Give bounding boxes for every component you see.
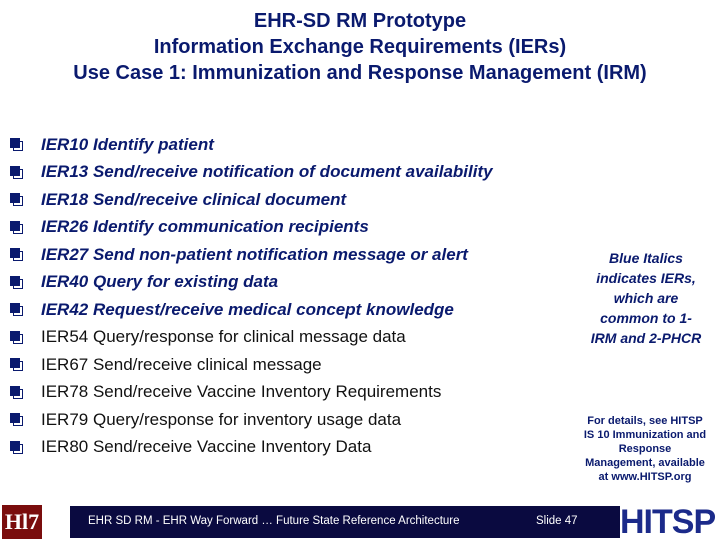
details-line: Management, available (585, 457, 705, 469)
list-item (10, 296, 550, 324)
details-line: IS 10 Immunization and (583, 429, 707, 441)
ier-label: IER27 Send non-patient notification message or alert (41, 244, 468, 264)
list-item (10, 186, 550, 214)
note-line: which are (613, 290, 679, 306)
checkbox-bullet-icon (10, 358, 23, 371)
details-line: at www.HITSP.org (598, 471, 692, 483)
checkbox-bullet-icon (10, 441, 23, 454)
ier-label: IER80 Send/receive Vaccine Inventory Data (41, 437, 372, 457)
note-line: common to 1- (600, 310, 692, 326)
details-note (572, 414, 718, 484)
list-item (10, 379, 550, 407)
checkbox-bullet-icon (10, 138, 23, 151)
checkbox-bullet-icon (10, 303, 23, 316)
slide-number: Slide 47 (536, 515, 578, 527)
checkbox-bullet-icon (10, 413, 23, 426)
list-item (10, 241, 550, 269)
checkbox-bullet-icon (10, 248, 23, 261)
list-item (10, 269, 550, 297)
ier-label: IER54 Query/response for clinical message data (41, 327, 406, 347)
checkbox-bullet-icon (10, 276, 23, 289)
ier-label: IER42 Request/receive medical concept knowledge (41, 299, 454, 319)
ier-label: IER79 Query/response for inventory usage data (41, 409, 402, 429)
list-item (10, 406, 550, 434)
ier-label: IER40 Query for existing data (41, 272, 279, 292)
checkbox-bullet-icon (10, 331, 23, 344)
title-line-2: Information Exchange Requirements (IERs) (153, 36, 567, 58)
list-item (10, 131, 550, 159)
footer-caption: EHR SD RM - EHR Way Forward … Future State Reference Architecture (88, 515, 460, 527)
list-item (10, 214, 550, 242)
details-line: Response (618, 443, 672, 455)
legend-note (578, 248, 714, 348)
ier-label: IER78 Send/receive Vaccine Inventory Requirements (41, 382, 442, 402)
ier-label: IER26 Identify communication recipients (41, 217, 369, 237)
list-item (10, 434, 550, 462)
list-item (10, 324, 550, 352)
ier-label: IER67 Send/receive clinical message (41, 354, 322, 374)
hitsp-logo: HITSP (620, 503, 716, 541)
ier-list (10, 131, 550, 461)
title-line-3: Use Case 1: Immunization and Response Management (IRM) (73, 62, 647, 84)
note-line: Blue Italics (609, 250, 683, 266)
list-item (10, 351, 550, 379)
note-line: IRM and 2-PHCR (590, 330, 702, 346)
title-line-1: EHR-SD RM Prototype (253, 10, 467, 32)
hl7-logo: Hl7 (2, 505, 42, 539)
checkbox-bullet-icon (10, 193, 23, 206)
slide-title (0, 8, 720, 86)
details-line: For details, see HITSP (587, 415, 703, 427)
note-line: indicates IERs, (596, 270, 696, 286)
ier-label: IER13 Send/receive notification of document availability (41, 162, 493, 182)
checkbox-bullet-icon (10, 166, 23, 179)
checkbox-bullet-icon (10, 386, 23, 399)
ier-label: IER18 Send/receive clinical document (41, 189, 347, 209)
checkbox-bullet-icon (10, 221, 23, 234)
ier-label: IER10 Identify patient (41, 134, 214, 154)
list-item (10, 159, 550, 187)
